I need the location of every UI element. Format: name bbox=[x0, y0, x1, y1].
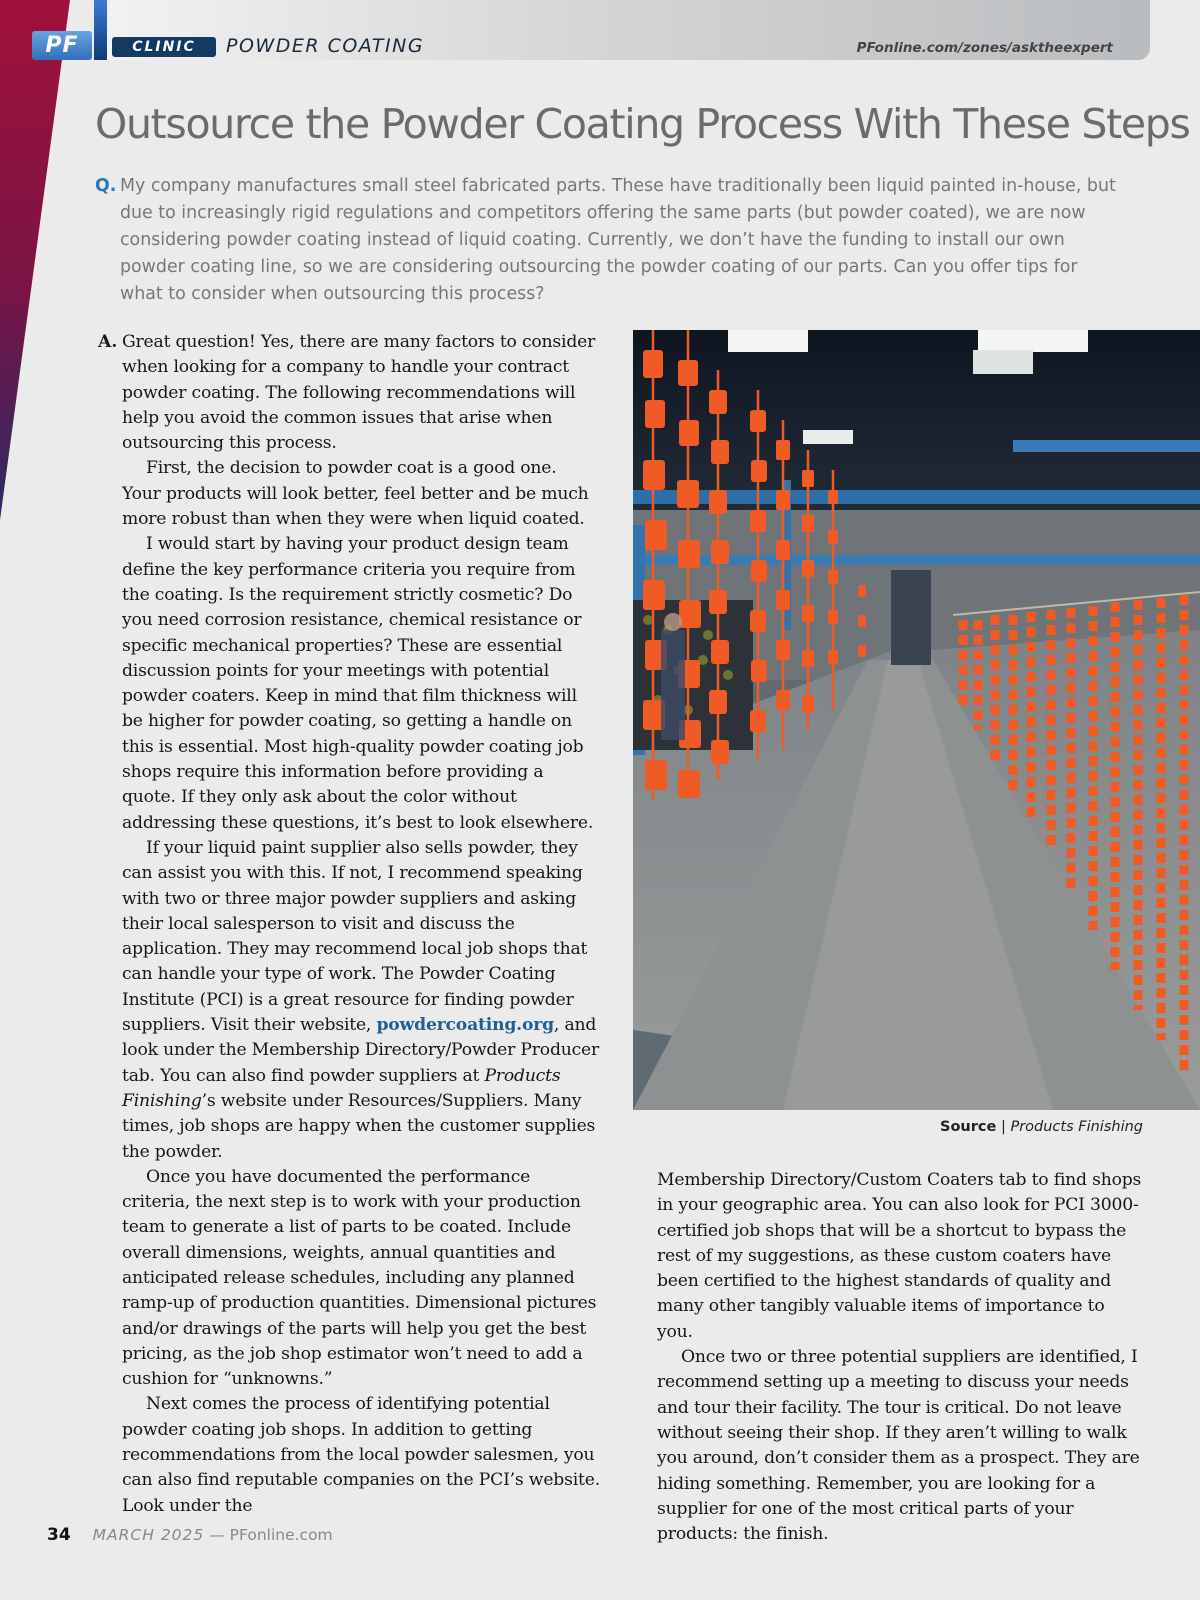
answer-paragraph: Once two or three potential suppliers are identified, I recommend setting up a meeting to discuss your needs and tour their facility. The tour is critical. Do not leave without seeing their shop. If they aren’t willing to walk you around, don’t consider them as a prospect. They are hiding something. Remember, you are looking for a supplier for one of the most critical parts of your products: the finish. bbox=[657, 1347, 1140, 1545]
paragraph-text: , and look under the Membership Directory/Powder Producer tab. You can also find powder suppliers at bbox=[122, 1015, 600, 1086]
answer-paragraph: I would start by having your product design team define the key performance criteria you require from the coating. Is the requirement strictly cosmetic? Do you need corrosion resistance, chemical resistance or specific mechanical properties? These are essential discussion points for your meetings with potential powder coaters. Keep in mind that film thickness will be higher for powder coating, so getting a handle on this is essential. Most high-quality powder coating job shops require this information before providing a quote. If they only ask about the color without addressing these questions, it’s best to look elsewhere. bbox=[122, 534, 594, 833]
header-url[interactable]: PFonline.com/zones/asktheexpert bbox=[856, 40, 1113, 56]
paragraph-text: If your liquid paint supplier also sells powder, they can assist you with this. If not, I recommend speaking with two or three major powder suppliers and asking their local salesperson to visit and discuss the application. They may recommend local job shops that can handle your type of work. The Powder Coating Institute (PCI) is a great resource for finding powder suppliers. Visit their website, bbox=[122, 837, 588, 1036]
powder-coating-line-photo bbox=[633, 330, 1200, 1110]
pci-website-link[interactable]: powdercoating.org bbox=[376, 1015, 554, 1036]
decorative-side-band bbox=[0, 0, 70, 520]
answer-paragraph bbox=[122, 836, 600, 1165]
answer-column-right bbox=[657, 1168, 1145, 1547]
answer-paragraph: Membership Directory/Custom Coaters tab to find shops in your geographic area. You can also look for PCI 3000-certified job shops that will be a shortcut to bypass the rest of my suggestions, as these custom coaters have been certified to the highest standards of quality and many other tangibly valuable items of importance to you. bbox=[657, 1170, 1142, 1342]
photo-illustration bbox=[633, 330, 1200, 1110]
issue-date: MARCH 2025 bbox=[92, 1526, 205, 1544]
section-label: POWDER COATING bbox=[226, 35, 425, 57]
paragraph-text: ’s website under Resources/Suppliers. Many times, job shops are happy when the customer supplies the powder. bbox=[122, 1090, 596, 1162]
footer-site[interactable]: PFonline.com bbox=[229, 1526, 333, 1544]
answer-marker: A. bbox=[98, 332, 118, 352]
photo-caption bbox=[940, 1119, 1143, 1135]
footer-dash: — bbox=[204, 1526, 230, 1544]
question-block bbox=[95, 173, 1125, 308]
page-footer bbox=[47, 1525, 333, 1545]
article-title: Outsource the Powder Coating Process With These Steps bbox=[95, 100, 1190, 148]
caption-source-label: Source bbox=[940, 1119, 997, 1135]
question-marker: Q. bbox=[95, 176, 117, 196]
answer-paragraph: Next comes the process of identifying potential powder coating job shops. In addition to getting recommendations from the local powder salesmen, you can also find reputable companies on the PCI’s website. Look under the bbox=[122, 1394, 600, 1516]
answer-paragraph: Once you have documented the performance criteria, the next step is to work with your production team to generate a list of parts to be coated. Include overall dimensions, weights, annual quantities and anticipated release schedules, including any planned ramp-up of production quantities. Dimensional pictures and/or drawings of the parts will help you get the best pricing, as the job shop estimator won’t need to add a cushion for “unknowns.” bbox=[122, 1166, 597, 1390]
caption-separator: | bbox=[996, 1119, 1011, 1135]
page-number: 34 bbox=[47, 1525, 71, 1545]
clinic-badge: CLINIC bbox=[112, 37, 216, 57]
pf-logo: PF bbox=[32, 31, 92, 60]
answer-paragraph: Great question! Yes, there are many factors to consider when looking for a company to handle your contract powder coating. The following recommendations will help you avoid the common issues that arise when outsourcing this process. bbox=[122, 332, 596, 454]
caption-publication: Products Finishing bbox=[1010, 1119, 1143, 1135]
logo-stripe bbox=[94, 0, 107, 60]
question-text: My company manufactures small steel fabricated parts. These have traditionally been liquid painted in-house, but due to increasingly rigid regulations and competitors offering the same parts (but powder coated), we are now considering powder coating instead of liquid coating. Currently, we don’t have the funding to install our own powder coating line, so we are considering outsourcing the powder coating of our parts. Can you offer tips for what to consider when outsourcing this process? bbox=[120, 176, 1116, 304]
answer-paragraph: First, the decision to powder coat is a good one. Your products will look better, feel better and be much more robust than when they were when liquid coated. bbox=[122, 458, 589, 530]
publication-name: Products Finishing bbox=[122, 1065, 561, 1111]
answer-column-left bbox=[122, 330, 600, 1519]
